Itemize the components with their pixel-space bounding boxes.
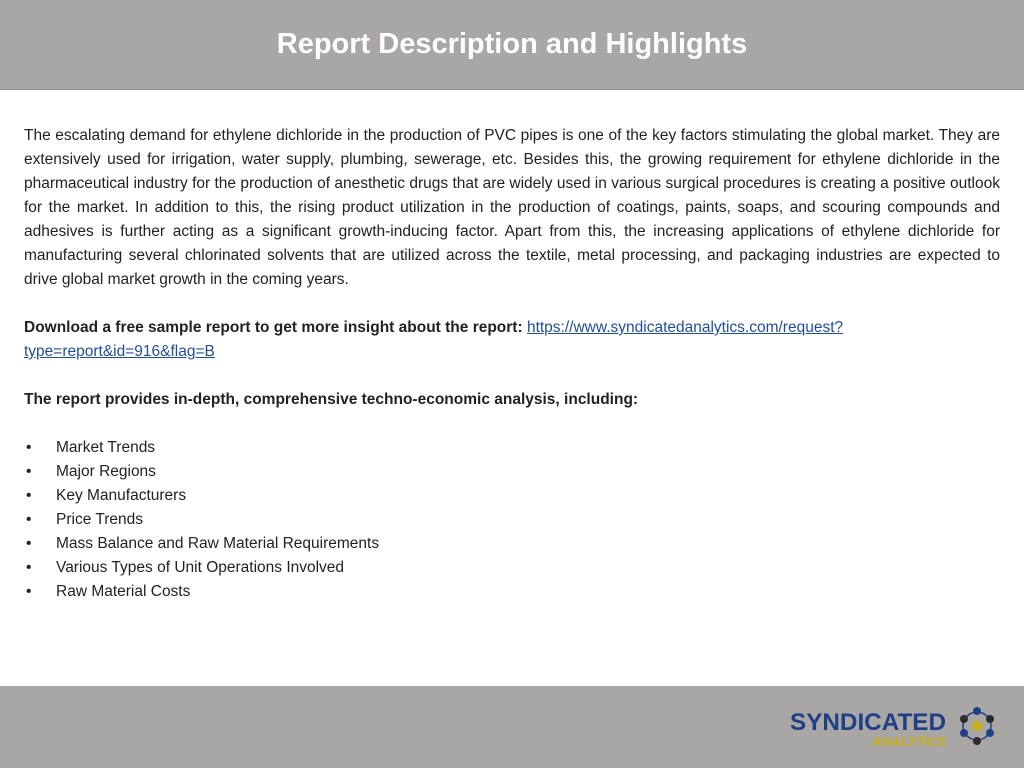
- bullet-icon: •: [26, 535, 32, 552]
- bullet-icon: •: [26, 511, 32, 528]
- bullet-icon: •: [26, 583, 32, 600]
- list-item: [24, 436, 1000, 460]
- list-item: [24, 484, 1000, 508]
- main-content: [24, 124, 1000, 604]
- list-item-label: Key Manufacturers: [56, 487, 187, 504]
- list-item-label: Price Trends: [56, 511, 144, 528]
- list-item: [24, 532, 1000, 556]
- list-item: [24, 460, 1000, 484]
- bullet-icon: •: [26, 559, 32, 576]
- list-item-label: Market Trends: [56, 439, 156, 456]
- list-item-label: Mass Balance and Raw Material Requirements: [56, 535, 380, 552]
- list-item-label: Major Regions: [56, 463, 156, 480]
- logo-word-syndicated: SYNDICATED: [790, 709, 946, 736]
- list-item: [24, 508, 1000, 532]
- download-prompt: [24, 316, 1000, 364]
- footer-bar: [0, 686, 1024, 768]
- bullet-icon: •: [26, 439, 32, 456]
- bullet-icon: •: [26, 463, 32, 480]
- list-item: [24, 556, 1000, 580]
- page-title: Report Description and Highlights: [276, 28, 748, 60]
- header-bar: [0, 0, 1024, 90]
- list-item: [24, 580, 1000, 604]
- sample-report-link[interactable]: https://www.syndicatedanalytics.com/request?type=report&id=916&flag=B: [24, 319, 844, 360]
- logo-word-analytics: ANALYTICS: [870, 734, 947, 749]
- highlights-list: [24, 436, 1000, 604]
- molecule-icon: [960, 707, 994, 745]
- list-item-label: Various Types of Unit Operations Involved: [56, 559, 345, 576]
- download-text: Download a free sample report to get more insight about the report:: [24, 319, 523, 336]
- syndicated-analytics-logo: [790, 702, 1000, 752]
- description-paragraph: The escalating demand for ethylene dichloride in the production of PVC pipes is one of the key factors stimulating the global market. They are extensively used for irrigation, water supply, plumbing, sewerage, etc. Besides this, the growing requirement for ethylene dichloride in the pharmaceutical industry for the production of anesthetic drugs that are widely used in various surgical procedures is creating a positive outlook for the market. In addition to this, the rising product utilization in the production of coatings, paints, soaps, and scouring compounds and adhesives is further acting as a significant growth-inducing factor. Apart from this, the increasing applications of ethylene dichloride for manufacturing several chlorinated solvents that are utilized across the textile, metal processing, and packaging industries are expected to drive global market growth in the coming years.: [24, 127, 1000, 288]
- report-provides-heading: The report provides in-depth, comprehensive techno-economic analysis, including:: [24, 391, 639, 408]
- list-item-label: Raw Material Costs: [56, 583, 191, 600]
- bullet-icon: •: [26, 487, 32, 504]
